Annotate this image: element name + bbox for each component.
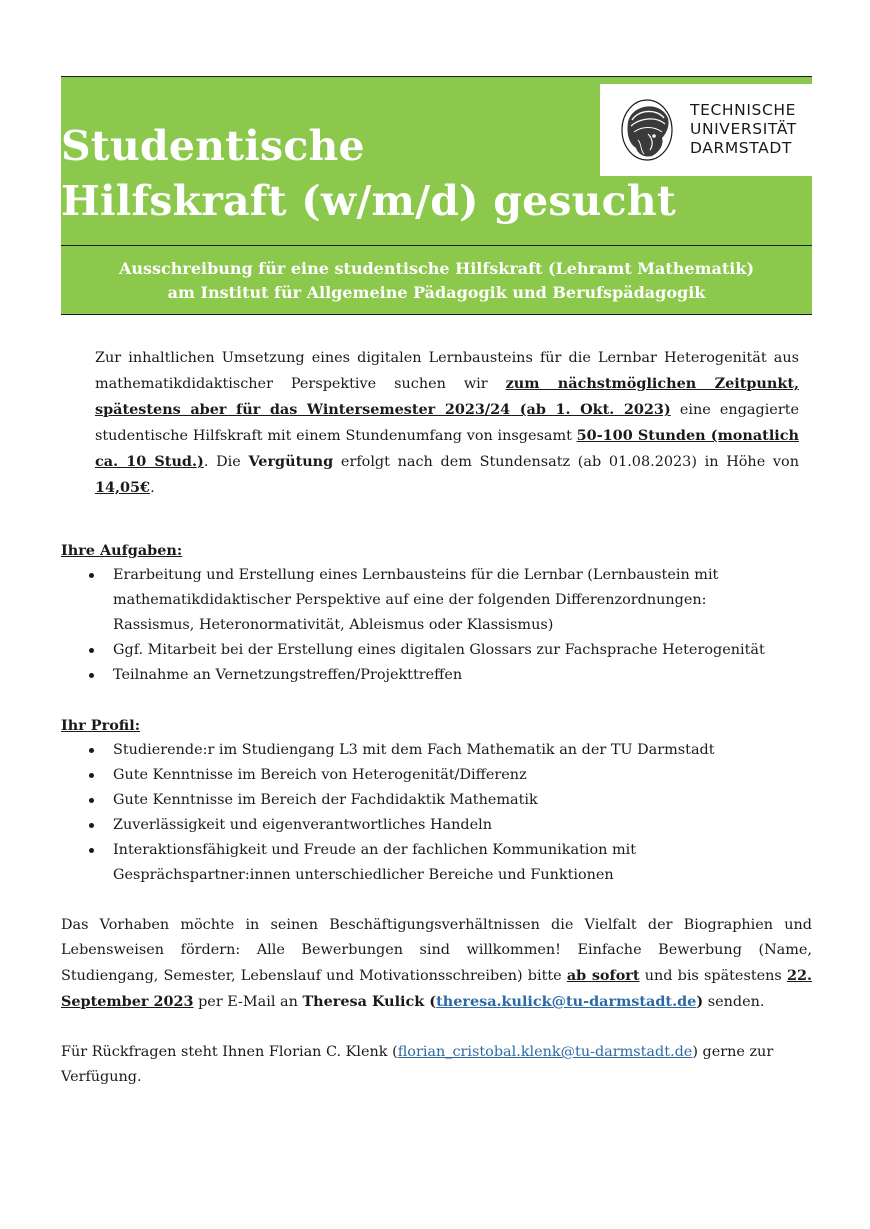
logo-line-3: DARMSTADT: [690, 139, 792, 157]
start-emphasis: ab sofort: [566, 967, 640, 984]
athena-head-icon: [618, 96, 676, 166]
application-text-3: per E-Mail an: [193, 994, 303, 1010]
header-banner: [61, 76, 812, 315]
hours-emphasis: 50-100 Stunden (monatlich ca. 10 Stud.): [95, 427, 799, 470]
application-text-2: und bis spätestens: [639, 968, 787, 984]
subtitle-line-2: am Institut für Allgemeine Pädagogik und Berufspädagogik: [167, 283, 706, 302]
intro-text-2: eine engagierte studentische Hilfskraft mit einem Stundenumfang von insgesamt: [95, 402, 800, 444]
list-item: Gute Kenntnisse im Bereich von Heterogenität/Differenz: [113, 763, 812, 788]
list-item: Teilnahme an Vernetzungstreffen/Projekttreffen: [113, 663, 812, 688]
application-text-4: senden.: [703, 994, 765, 1010]
list-item: Interaktionsfähigkeit und Freude an der fachlichen Kommunikation mit Gesprächspartner:innen unterschiedlicher Bereiche und Funktionen: [113, 838, 812, 888]
application-paragraph: [61, 913, 812, 1015]
paren-close: ): [696, 993, 704, 1010]
contact-name: Theresa Kulick: [302, 993, 425, 1010]
application-text-1: Das Vorhaben möchte in seinen Beschäftigungsverhältnissen die Vielfalt der Biographien und Lebensweisen fördern: Alle Bewerbungen sind willkommen! Einfache Bewerbung (Name, Studiengang, Semester, Lebenslauf und Motivationsschreiben) bitte: [61, 917, 812, 984]
contact-email-link[interactable]: theresa.kulick@tu-darmstadt.de: [436, 993, 697, 1010]
title-line-1: Studentische: [61, 122, 365, 170]
start-date-emphasis: zum nächstmöglichen Zeitpunkt, spätestens aber für das Wintersemester 2023/24 (ab 1. Okt. 2023): [95, 375, 799, 418]
subtitle: [61, 257, 812, 305]
list-item: Zuverlässigkeit und eigenverantwortliches Handeln: [113, 813, 812, 838]
intro-text-1: Zur inhaltlichen Umsetzung eines digitalen Lernbausteins für die Lernbar Heterogenität aus mathematikdidaktischer Perspektive suchen wir: [95, 350, 799, 392]
logo-line-2: UNIVERSITÄT: [690, 120, 797, 138]
tasks-heading: Ihre Aufgaben:: [61, 542, 183, 559]
intro-paragraph: [95, 346, 799, 501]
intro-text-5: .: [150, 480, 155, 496]
list-item: Erarbeitung und Erstellung eines Lernbausteins für die Lernbar (Lernbaustein mit mathematikdidaktischer Perspektive auf eine der folgenden Differenzordnungen: Rassismus, Heteronormativität, Ableismus oder Klassismus): [113, 563, 812, 638]
document-body: [61, 346, 812, 1090]
tu-darmstadt-logo: [600, 84, 812, 176]
logo-wordmark: [690, 101, 797, 158]
profile-list: [61, 738, 812, 888]
paren-open: (: [424, 993, 437, 1010]
logo-line-1: TECHNISCHE: [690, 101, 797, 119]
title-line-2: Hilfskraft (w/m/d) gesucht: [61, 177, 676, 225]
subtitle-line-1: Ausschreibung für eine studentische Hilfskraft (Lehramt Mathematik): [118, 259, 755, 278]
questions-text-2: ) gerne zur Verfügung.: [61, 1044, 774, 1085]
questions-email-link[interactable]: florian_cristobal.klenk@tu-darmstadt.de: [397, 1044, 693, 1060]
pay-label: Vergütung: [248, 453, 334, 470]
questions-paragraph: [61, 1040, 812, 1090]
intro-text-4: erfolgt nach dem Stundensatz (ab 01.08.2023) in Höhe von: [333, 454, 799, 470]
list-item: Ggf. Mitarbeit bei der Erstellung eines digitalen Glossars zur Fachsprache Heterogenität: [113, 638, 812, 663]
intro-text-3: . Die: [203, 454, 249, 470]
tasks-list: [61, 563, 812, 688]
profile-heading: Ihr Profil:: [61, 717, 141, 734]
header-divider: [61, 245, 812, 246]
list-item: Gute Kenntnisse im Bereich der Fachdidaktik Mathematik: [113, 788, 812, 813]
deadline-emphasis: 22. September 2023: [61, 967, 812, 1010]
list-item: Studierende:r im Studiengang L3 mit dem Fach Mathematik an der TU Darmstadt: [113, 738, 812, 763]
hourly-rate: 14,05€: [95, 479, 151, 496]
page-title: [61, 119, 676, 229]
questions-text-1: Für Rückfragen steht Ihnen Florian C. Klenk (: [61, 1044, 398, 1060]
